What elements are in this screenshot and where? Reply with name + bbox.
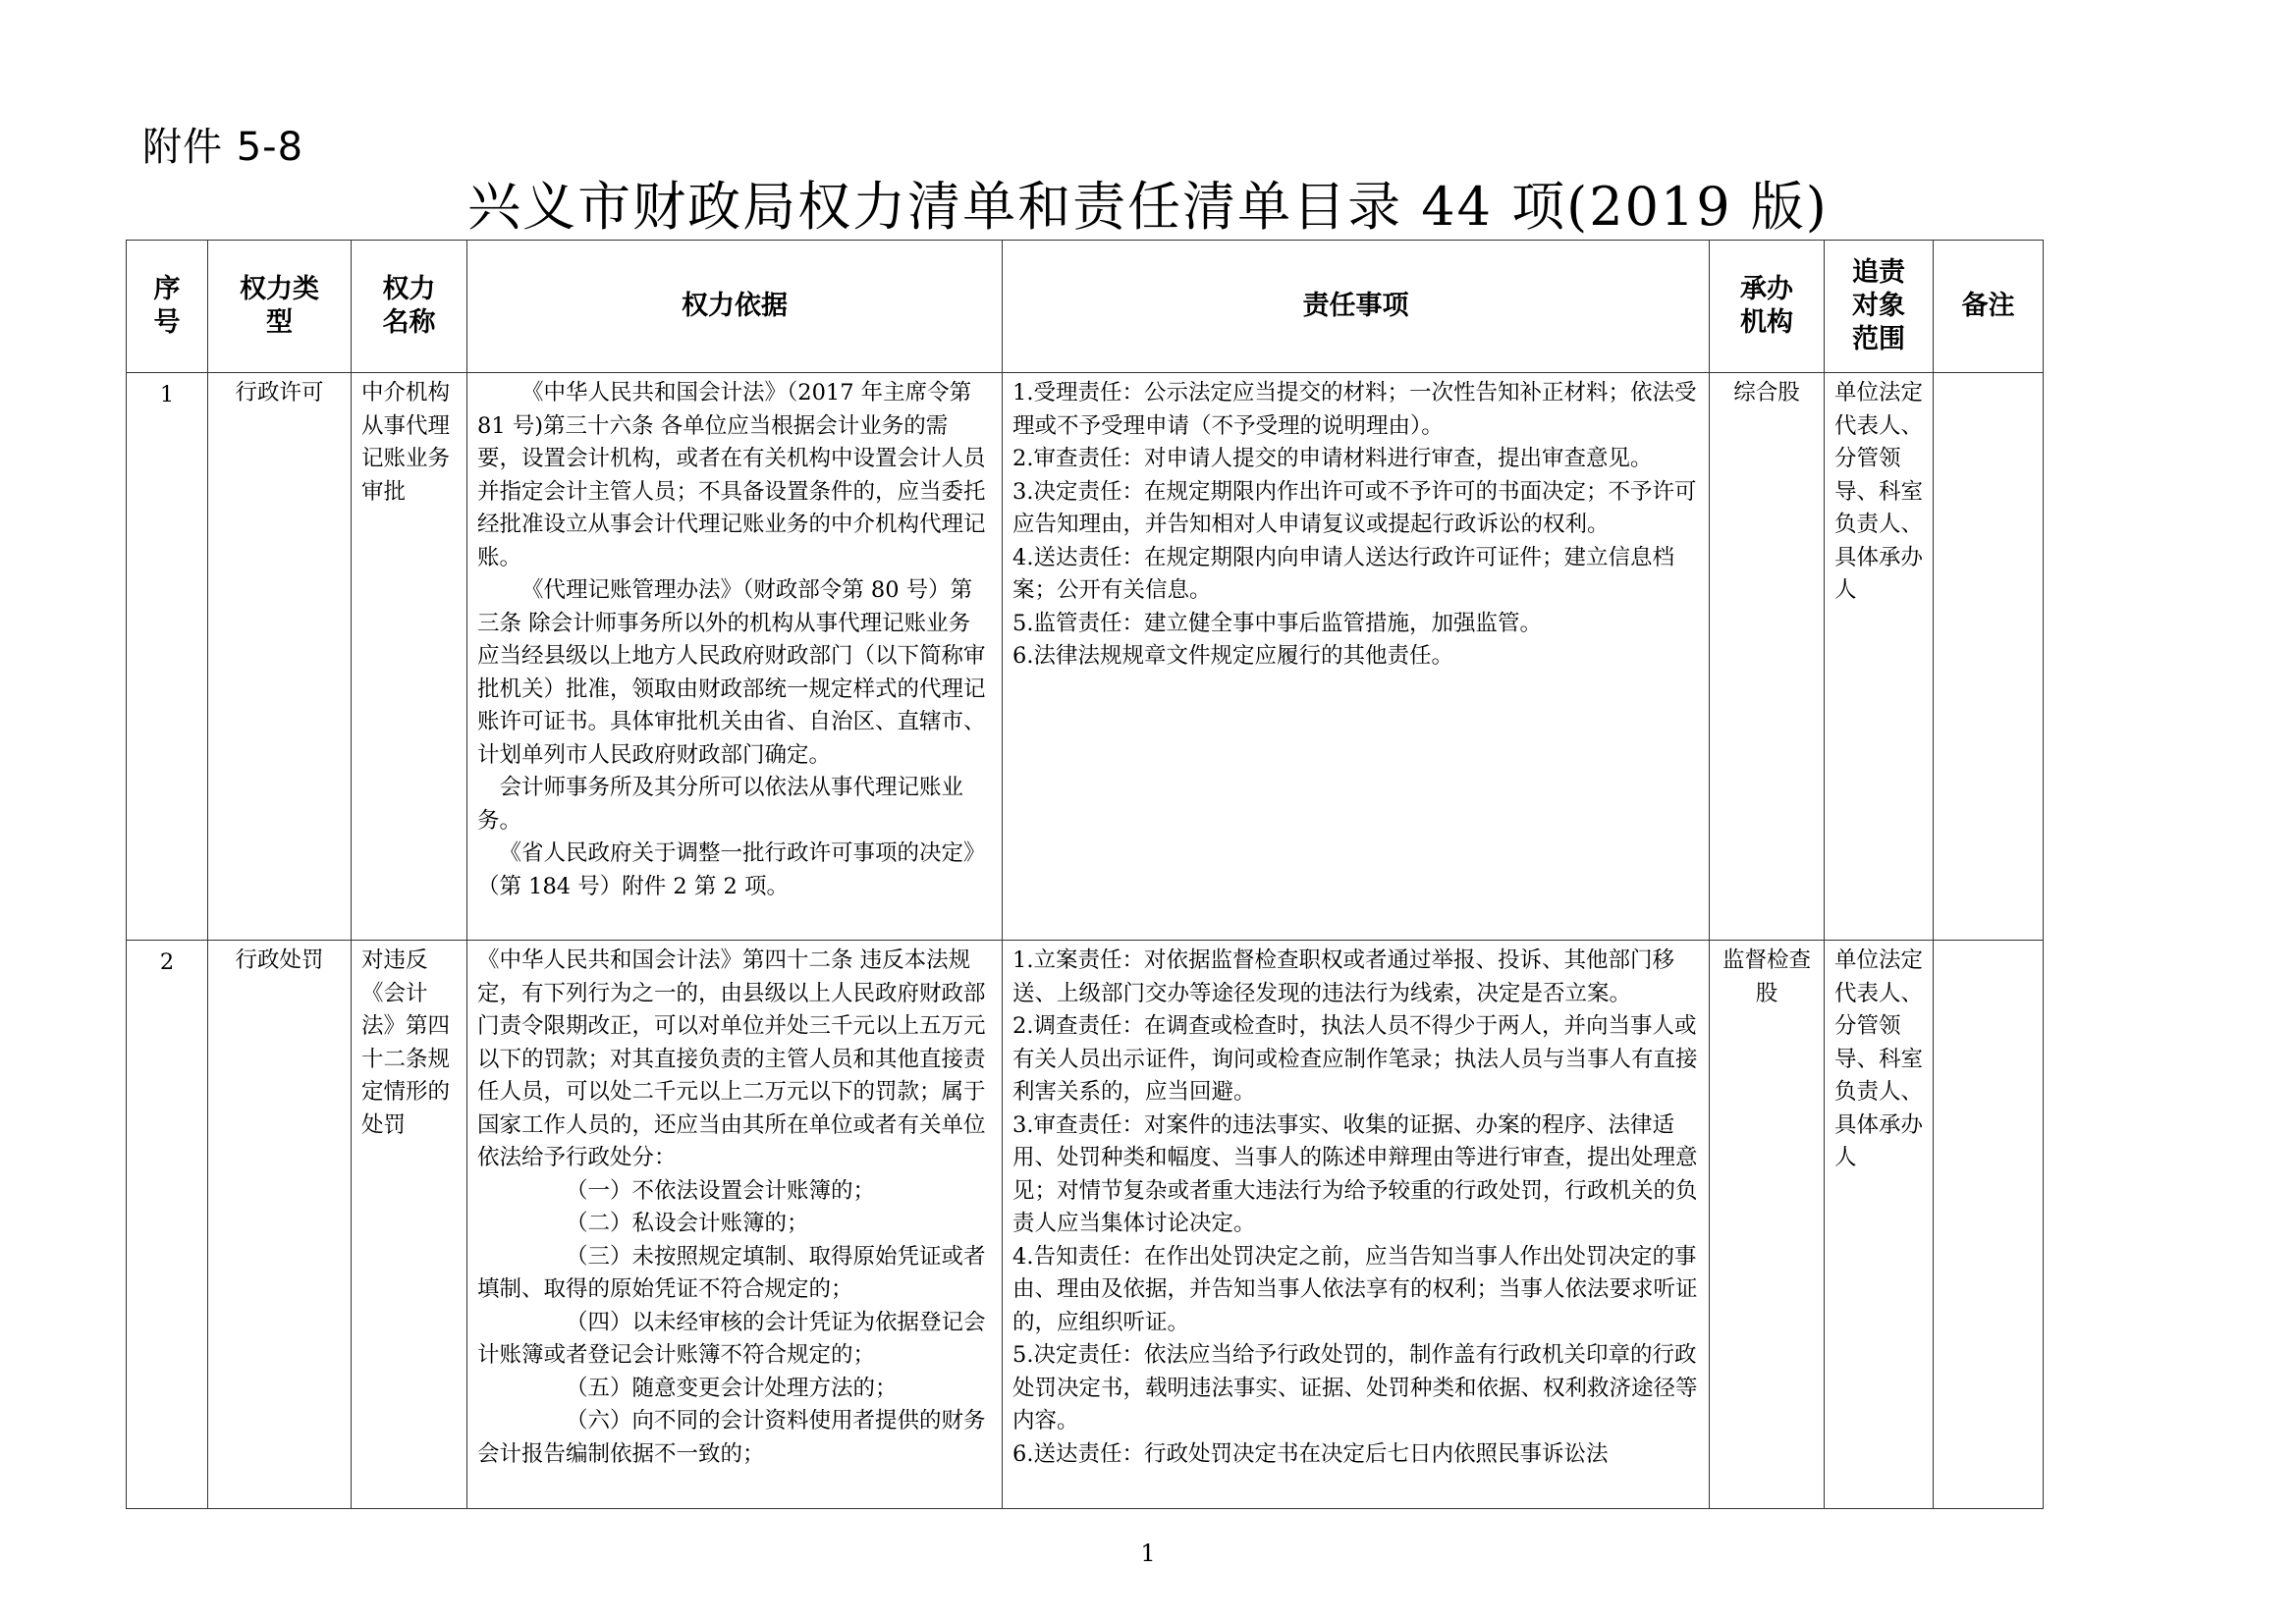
row-duties bbox=[1003, 941, 1710, 1509]
header-basis: 权力依据 bbox=[467, 241, 1003, 373]
basis-item: （四）以未经审核的会计凭证为依据登记会计账簿或者登记会计账簿不符合规定的； bbox=[477, 1309, 986, 1368]
row-accountable: 单位法定代表人、分管领导、科室负责人、具体承办人 bbox=[1825, 373, 1934, 941]
basis-paragraph: 《省人民政府关于调整一批行政许可事项的决定》（第 184 号）附件 2 第 2 项。 bbox=[477, 840, 986, 899]
header-dept: 承办机构 bbox=[1710, 241, 1825, 373]
header-accountable: 追责对象范围 bbox=[1825, 241, 1934, 373]
row-basis bbox=[467, 373, 1003, 941]
duty-item: 3.决定责任：在规定期限内作出许可或不予许可的书面决定；不予许可应告知理由，并告知相对人申请复议或提起行政诉讼的权利。 bbox=[1012, 478, 1697, 537]
row-name: 中介机构从事代理记账业务审批 bbox=[352, 373, 467, 941]
basis-item: （五）随意变更会计处理方法的； bbox=[566, 1375, 898, 1401]
power-list-table bbox=[126, 240, 2044, 1509]
duty-item: 2.调查责任：在调查或检查时，执法人员不得少于两人，并向当事人或有关人员出示证件，询问或检查应制作笔录；执法人员与当事人有直接利害关系的，应当回避。 bbox=[1012, 1013, 1698, 1105]
row-duties bbox=[1003, 373, 1710, 941]
table-row bbox=[127, 941, 2044, 1509]
duty-item: 5.监管责任：建立健全事中事后监管措施，加强监管。 bbox=[1012, 610, 1542, 636]
basis-paragraph: 会计师事务所及其分所可以依法从事代理记账业务。 bbox=[477, 775, 964, 834]
duty-item: 4.送达责任：在规定期限内向申请人送达行政许可证件；建立信息档案；公开有关信息。 bbox=[1012, 544, 1674, 603]
row-accountable: 单位法定代表人、分管领导、科室负责人、具体承办人 bbox=[1825, 941, 1934, 1509]
basis-item: （一）不依法设置会计账簿的； bbox=[566, 1177, 876, 1204]
basis-paragraph: 《中华人民共和国会计法》（2017 年主席令第 81 号)第三十六条 各单位应当根据会计业务的需要，设置会计机构，或者在有关机构中设置会计人员并指定会计主管人员；不具备设置条件的，应当委托经批准设立从事会计代理记账业务的中介机构代理记账。 bbox=[477, 380, 986, 570]
header-name: 权力名称 bbox=[352, 241, 467, 373]
row-dept: 综合股 bbox=[1710, 373, 1825, 941]
header-remark: 备注 bbox=[1934, 241, 2044, 373]
header-duties: 责任事项 bbox=[1003, 241, 1710, 373]
header-type: 权力类型 bbox=[208, 241, 352, 373]
attachment-label: 附件 5-8 bbox=[142, 125, 304, 170]
duty-item: 1.立案责任：对依据监督检查职权或者通过举报、投诉、其他部门移送、上级部门交办等途径发现的违法行为线索，决定是否立案。 bbox=[1012, 947, 1674, 1006]
row-type: 行政许可 bbox=[208, 373, 352, 941]
duty-item: 4.告知责任：在作出处罚决定之前，应当告知当事人作出处罚决定的事由、理由及依据，并告知当事人依法享有的权利；当事人依法要求听证的，应组织听证。 bbox=[1012, 1243, 1698, 1335]
duty-item: 2.审查责任：对申请人提交的申请材料进行审查，提出审查意见。 bbox=[1012, 446, 1653, 471]
row-basis bbox=[467, 941, 1003, 1509]
row-no: 1 bbox=[127, 373, 208, 941]
duty-item: 5.决定责任：依法应当给予行政处罚的，制作盖有行政机关印章的行政处罚决定书，载明违法事实、证据、处罚种类和依据、权利救济途径等内容。 bbox=[1012, 1342, 1698, 1434]
basis-item: （三）未按照规定填制、取得原始凭证或者填制、取得的原始凭证不符合规定的； bbox=[477, 1243, 986, 1302]
duty-item: 6.法律法规规章文件规定应履行的其他责任。 bbox=[1012, 643, 1453, 669]
row-remark bbox=[1934, 373, 2044, 941]
row-type: 行政处罚 bbox=[208, 941, 352, 1509]
page-number: 1 bbox=[1140, 1540, 1156, 1567]
row-remark bbox=[1934, 941, 2044, 1509]
table-header-row bbox=[127, 241, 2044, 373]
row-dept: 监督检查股 bbox=[1710, 941, 1825, 1509]
duty-item: 1.受理责任：公示法定应当提交的材料；一次性告知补正材料；依法受理或不予受理申请（不予受理的说明理由）。 bbox=[1012, 380, 1697, 439]
document-title: 兴义市财政局权力清单和责任清单目录 44 项(2019 版) bbox=[467, 176, 1829, 238]
basis-paragraph: 《中华人民共和国会计法》第四十二条 违反本法规定，有下列行为之一的，由县级以上人民政府财政部门责令限期改正，可以对单位并处三千元以上五万元以下的罚款；对其直接负责的主管人员和其他直接责任人员，可以处二千元以上二万元以下的罚款；属于国家工作人员的，还应当由其所在单位或者有关单位依法给予行政处分： bbox=[477, 947, 986, 1170]
row-name: 对违反《会计法》第四十二条规定情形的处罚 bbox=[352, 941, 467, 1509]
header-no: 序号 bbox=[127, 241, 208, 373]
row-no: 2 bbox=[127, 941, 208, 1509]
basis-paragraph: 《代理记账管理办法》（财政部令第 80 号）第三条 除会计师事务所以外的机构从事代理记账业务应当经县级以上地方人民政府财政部门（以下简称审批机关）批准，领取由财政部统一规定样式的代理记账许可证书。具体审批机关由省、自治区、直辖市、计划单列市人民政府财政部门确定。 bbox=[477, 577, 986, 768]
basis-item: （二）私设会计账簿的； bbox=[566, 1211, 809, 1236]
table-row bbox=[127, 373, 2044, 941]
basis-item: （六）向不同的会计资料使用者提供的财务会计报告编制依据不一致的； bbox=[477, 1408, 986, 1467]
duty-item: 6.送达责任：行政处罚决定书在决定后七日内依照民事诉讼法 bbox=[1012, 1440, 1609, 1467]
duty-item: 3.审查责任：对案件的违法事实、收集的证据、办案的程序、法律适用、处罚种类和幅度、当事人的陈述申辩理由等进行审查，提出处理意见；对情节复杂或者重大违法行为给予较重的行政处罚，行政机关的负责人应当集体讨论决定。 bbox=[1012, 1111, 1698, 1236]
